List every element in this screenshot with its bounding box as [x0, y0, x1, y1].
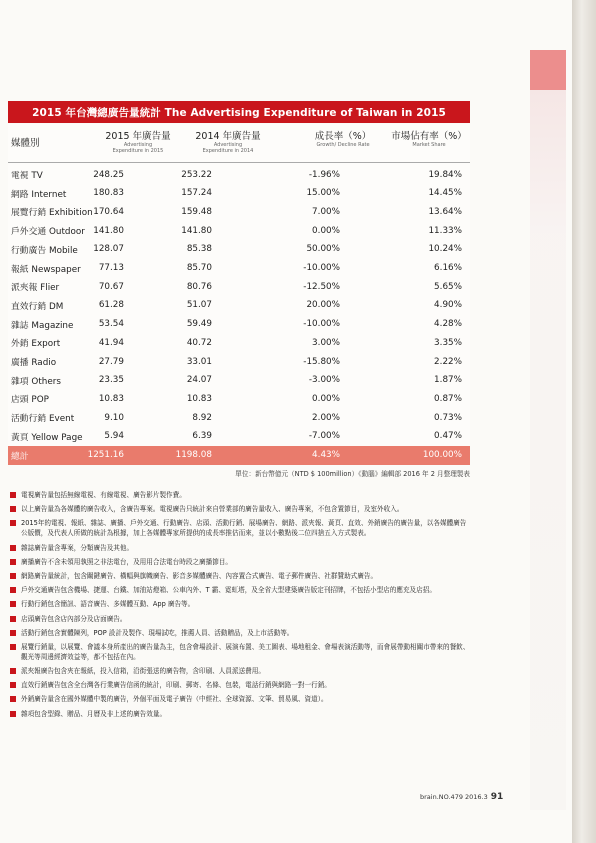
growth-rate-cell: -10.00% [303, 263, 340, 273]
market-share-cell: 2.22% [434, 356, 462, 367]
table-row [8, 408, 470, 427]
bullet-square-icon [10, 668, 16, 674]
value-2014-cell: 10.83 [186, 393, 212, 404]
value-2014-cell: 159.48 [181, 206, 212, 217]
media-name-cell: 雜項 Others [11, 376, 61, 387]
growth-rate-cell: 4.43% [312, 450, 340, 460]
value-2015-cell: 70.67 [98, 281, 124, 292]
market-share-cell: 13.64% [428, 206, 462, 217]
note-text: 電視廣告量包括無線電視、有線電視、廣告影片製作費。 [21, 491, 186, 499]
table-row [8, 165, 470, 184]
note-item [10, 599, 472, 609]
growth-rate-cell: 50.00% [306, 244, 340, 255]
value-2014-cell: 1198.08 [175, 450, 212, 460]
value-2015-cell: 41.94 [98, 337, 124, 348]
value-2015-cell: 128.07 [93, 244, 124, 255]
header-2015-main: 2015 年廣告量 [105, 131, 171, 142]
bullet-square-icon [10, 644, 16, 650]
bullet-square-icon [10, 682, 16, 688]
page-spine-edge [572, 0, 596, 843]
growth-rate-cell: -1.96% [308, 169, 340, 180]
table-row [8, 184, 470, 203]
market-share-cell: 10.24% [428, 244, 462, 255]
market-share-cell: 19.84% [428, 169, 462, 180]
note-item [10, 504, 472, 514]
table-row [8, 221, 470, 240]
value-2014-cell: 85.70 [186, 263, 212, 273]
table-row [8, 427, 470, 446]
note-text: 2015年的電視、報紙、雜誌、廣播、戶外交通、行動廣告、店頭、活動行銷、展場廣告、網路、派夾報、黃頁、直效、外銷廣告的廣告量，以各媒體廣告公版價，及代表人所做的統計為根據，加上各媒體專家所提供的成長率推估而來，並以小數點後二位四捨五入方式製表。 [21, 519, 467, 538]
growth-rate-cell: 0.00% [312, 225, 340, 236]
bullet-square-icon [10, 492, 16, 498]
market-share-cell: 3.35% [434, 337, 462, 348]
note-text: 戶外交通廣告包含機場、捷運、台鐵、加油站燈箱、公車內外、T 霸、霓虹塔，及全省大型建築廣告版定刊招牌，不包括小型店的應充及店招。 [21, 586, 436, 595]
market-share-cell: 4.90% [434, 300, 462, 311]
value-2015-cell: 77.13 [98, 263, 124, 273]
header-divider [8, 162, 470, 163]
note-text: 活動行銷包含實體陳列，POP 設計及製作、現場試吃，推薦人員、活動贈品，及上市活動等。 [21, 628, 294, 637]
header-share-sub: Market Share [412, 142, 446, 148]
growth-rate-cell: 0.00% [312, 393, 340, 404]
note-item [10, 543, 472, 553]
table-row [8, 259, 470, 278]
media-name-cell: 黃頁 Yellow Page [11, 432, 83, 443]
media-name-cell: 行動廣告 Mobile [11, 245, 78, 256]
table-row [8, 277, 470, 296]
growth-rate-cell: -10.00% [303, 319, 340, 330]
market-share-cell: 6.16% [434, 263, 462, 273]
note-item [10, 571, 472, 581]
market-share-cell: 4.28% [434, 319, 462, 330]
market-share-cell: 0.87% [434, 393, 462, 404]
table-row [8, 333, 470, 352]
bullet-square-icon [10, 711, 16, 717]
media-name-cell: 報紙 Newspaper [11, 264, 81, 275]
note-item [10, 585, 472, 595]
growth-rate-cell: 20.00% [306, 300, 340, 311]
bullet-square-icon [10, 616, 16, 622]
media-name-cell: 總計 [11, 451, 29, 462]
value-2015-cell: 141.80 [93, 225, 124, 236]
growth-rate-cell: 7.00% [312, 206, 340, 217]
note-item [10, 694, 472, 704]
growth-rate-cell: -15.80% [303, 356, 340, 367]
note-text: 派夾報廣告包含夾在報紙，投入信箱，沿街張送的廣告物，含印刷、人員派送費用。 [21, 667, 265, 676]
table-row [8, 315, 470, 334]
header-share [388, 128, 470, 148]
media-name-cell: 電視 TV [11, 171, 43, 181]
table-row [8, 389, 470, 408]
table-header [8, 124, 470, 162]
header-2014-main: 2014 年廣告量 [195, 131, 261, 142]
table-title: 2015 年台灣總廣告量統計 The Advertising Expenditure of Taiwan in 2015 [8, 101, 470, 123]
media-name-cell: 店頭 POP [11, 395, 49, 406]
header-growth-sub: Growth/ Decline Rate [316, 142, 370, 148]
growth-rate-cell: -7.00% [308, 431, 340, 442]
page-footer [420, 792, 503, 802]
note-text: 以上廣告量為各媒體的廣告收入，含廣告專案。電視廣告只統計來自營業部的廣告量收入、廣告專案，不包含置節目，及室外收入。 [21, 505, 404, 514]
growth-rate-cell: 15.00% [306, 188, 340, 199]
market-share-cell: 5.65% [434, 281, 462, 292]
value-2014-cell: 59.49 [186, 319, 212, 330]
bullet-square-icon [10, 696, 16, 702]
value-2015-cell: 170.64 [93, 206, 124, 217]
notes-list [10, 490, 472, 723]
value-2015-cell: 9.10 [104, 412, 124, 423]
table-row [8, 352, 470, 371]
value-2014-cell: 141.80 [181, 225, 212, 236]
value-2015-cell: 1251.16 [87, 450, 124, 460]
table-row [8, 202, 470, 221]
media-name-cell: 派夾報 Flier [11, 283, 60, 294]
market-share-cell: 11.33% [428, 225, 462, 236]
growth-rate-cell: 2.00% [312, 412, 340, 423]
header-2015 [98, 128, 178, 154]
page-number: 91 [490, 792, 504, 802]
media-name-cell: 廣播 Radio [11, 358, 57, 368]
note-text: 外銷廣告量含在國外媒體中製的廣告，外個平面及電子廣告（中經社、全球資源、文筆、貿易風、資道）。 [21, 695, 328, 704]
value-2014-cell: 85.38 [186, 244, 212, 255]
growth-rate-cell: -12.50% [303, 281, 340, 292]
media-name-cell: 展覽行銷 Exhibition [11, 208, 93, 219]
note-text: 雜項包含型錄、贈品、月曆及非上述的廣告效量。 [21, 709, 167, 718]
media-name-cell: 戶外交通 Outdoor [11, 227, 85, 238]
media-name-cell: 直效行銷 DM [11, 301, 64, 312]
market-share-cell: 100.00% [422, 450, 462, 460]
value-2014-cell: 157.24 [181, 188, 212, 199]
note-item [10, 642, 472, 662]
value-2015-cell: 53.54 [98, 319, 124, 330]
value-2014-cell: 40.72 [186, 337, 212, 348]
bullet-square-icon [10, 630, 16, 636]
note-item [10, 518, 472, 538]
value-2015-cell: 10.83 [98, 393, 124, 404]
note-text: 網路廣告量統計，包含關鍵廣告、橫幅與旗幟廣告、影音多媒體廣告、內容置合式廣告、電子郵件廣告、社群贊助式廣告。 [21, 571, 378, 580]
header-media: 媒體別 [11, 138, 40, 149]
value-2015-cell: 27.79 [98, 356, 124, 367]
value-2014-cell: 253.22 [181, 169, 212, 180]
note-text: 展覽行銷量，以展覽、會議本身所產出的廣告量為主，包含會場設計、展演布置、美工圖表、場地租金、會場表演活動等，而會展帶動相關市帶來的餐飲、觀光等周邊經濟效益等，都不包括在內。 [21, 642, 470, 661]
table-row [8, 371, 470, 390]
value-2014-cell: 51.07 [186, 300, 212, 311]
bullet-square-icon [10, 545, 16, 551]
ad-expenditure-table [8, 124, 470, 465]
footer-magazine: brain.NO.479 2016.3 [420, 793, 488, 801]
unit-note: 單位：新台幣億元（NTD $ 100million）《動腦》編輯部 2016 年 2 月整理製表 [235, 470, 470, 478]
market-share-cell: 0.73% [434, 412, 462, 423]
value-2014-cell: 80.76 [186, 281, 212, 292]
value-2014-cell: 6.39 [192, 431, 212, 442]
note-item [10, 557, 472, 567]
media-name-cell: 雜誌 Magazine [11, 320, 74, 331]
header-growth-main: 成長率（%） [314, 131, 372, 142]
note-item [10, 709, 472, 719]
note-item [10, 490, 472, 500]
bullet-square-icon [10, 601, 16, 607]
media-name-cell: 活動行銷 Event [11, 414, 75, 425]
note-text: 直效行銷廣告包含全台灣各行業廣告信函的統計，印刷、郵寄、名條、包裝，電話行銷與網路一對一行銷。 [21, 681, 331, 690]
market-share-cell: 14.45% [428, 188, 462, 199]
header-2015-sub: Advertising Expenditure in 2015 [112, 142, 164, 154]
value-2015-cell: 23.35 [98, 375, 124, 386]
bullet-square-icon [10, 506, 16, 512]
note-item [10, 666, 472, 676]
value-2015-cell: 180.83 [93, 188, 124, 199]
header-2014 [188, 128, 268, 154]
growth-rate-cell: -3.00% [308, 375, 340, 386]
table-row [8, 296, 470, 315]
note-item [10, 680, 472, 690]
note-text: 雜誌廣告量含專案，分類廣告及其他。 [21, 543, 134, 552]
note-item [10, 614, 472, 624]
header-2014-sub: Advertising Expenditure in 2014 [202, 142, 254, 154]
value-2014-cell: 8.92 [192, 412, 212, 423]
section-tab [530, 50, 566, 90]
value-2014-cell: 33.01 [186, 356, 212, 367]
market-share-cell: 0.47% [434, 431, 462, 442]
value-2015-cell: 61.28 [98, 300, 124, 311]
media-name-cell: 網路 Internet [11, 189, 67, 200]
value-2015-cell: 248.25 [93, 169, 124, 180]
value-2015-cell: 5.94 [104, 431, 124, 442]
bullet-square-icon [10, 573, 16, 579]
bullet-square-icon [10, 520, 16, 526]
bullet-square-icon [10, 587, 16, 593]
note-text: 行動行銷包含簡訊、語音廣告、多媒體互動、App 廣告等。 [21, 600, 195, 609]
table-total-row [8, 446, 470, 465]
page-side-band [530, 90, 566, 810]
header-share-main: 市場佔有率（%） [391, 131, 467, 142]
media-name-cell: 外銷 Export [11, 339, 61, 350]
note-item [10, 628, 472, 638]
growth-rate-cell: 3.00% [312, 337, 340, 348]
market-share-cell: 1.87% [434, 375, 462, 386]
table-row [8, 240, 470, 259]
value-2014-cell: 24.07 [186, 375, 212, 386]
header-growth [298, 128, 388, 148]
note-text: 店頭廣告包含店內部分及店面廣告。 [21, 614, 127, 623]
bullet-square-icon [10, 559, 16, 565]
note-text: 廣播廣告不含未領用執照之非法電台，及用用合法電台時段之廣播節目。 [21, 557, 232, 566]
